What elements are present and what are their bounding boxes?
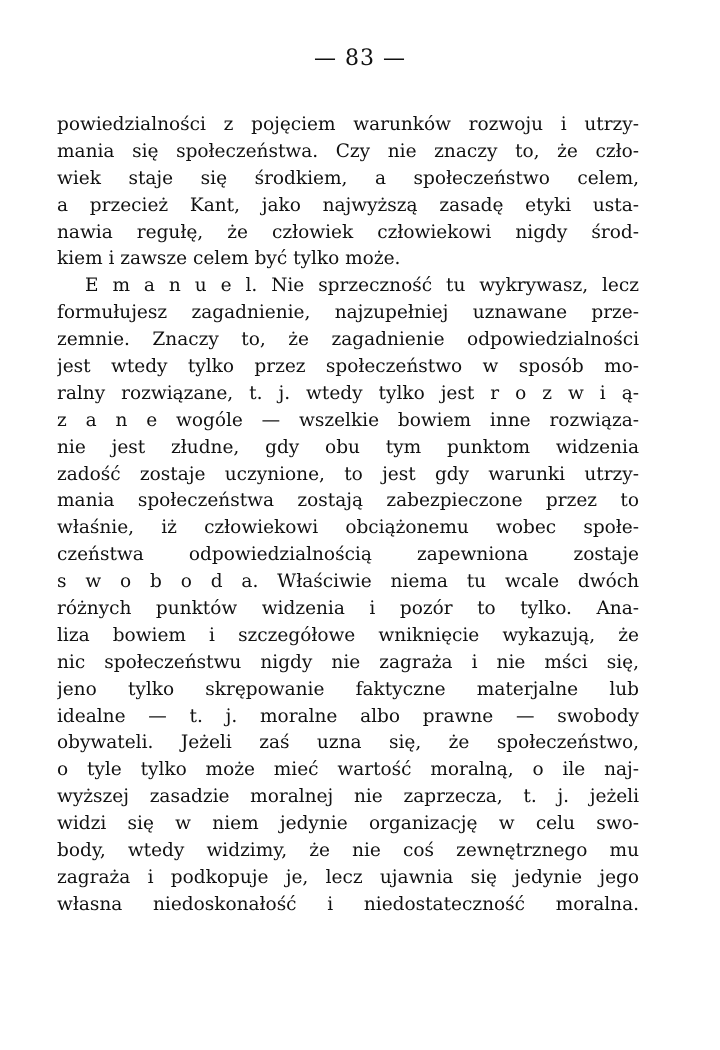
text-line: właśnie, iż człowiekowi obciążonemu wobec społe- — [57, 517, 639, 539]
text-line: wiek staje się środkiem, a społeczeństwo celem, — [57, 167, 639, 189]
text-line: a przecież Kant, jako najwyższą zasadę etyki usta- — [57, 194, 639, 216]
text-line: zagraża i podkopuje je, lecz ujawnia się jedynie jego — [57, 866, 639, 888]
body-text — [57, 112, 639, 919]
text-line: E m a n u e l. Nie sprzeczność tu wykrywasz, lecz — [85, 275, 639, 297]
text-line: liza bowiem i szczegółowe wniknięcie wykazują, że — [57, 624, 639, 646]
text-line: mania się społeczeństwa. Czy nie znaczy to, że czło- — [57, 140, 639, 162]
text-line: nic społeczeństwu nigdy nie zagraża i nie mści się, — [57, 651, 639, 673]
text-line: powiedzialności z pojęciem warunków rozwoju i utrzy- — [57, 114, 639, 135]
text-line: nawia regułę, że człowiek człowiekowi nigdy środ- — [57, 221, 639, 243]
text-line: wyższej zasadzie moralnej nie zaprzecza, t. j. jeżeli — [57, 786, 639, 808]
text-line: nie jest złudne, gdy obu tym punktom widzenia — [57, 436, 639, 458]
text-line: własna niedoskonałość i niedostateczność moralna. — [57, 893, 639, 915]
text-line: widzi się w niem jedynie organizację w celu swo- — [57, 813, 639, 835]
text-line: s w o b o d a. Właściwie niema tu wcale dwóch — [57, 571, 639, 593]
text-line: obywateli. Jeżeli zaś uzna się, że społeczeństwo, — [57, 732, 639, 754]
text-line: ralny rozwiązane, t. j. wtedy tylko jest r o z w i ą- — [57, 382, 639, 404]
text-line: zemnie. Znaczy to, że zagadnienie odpowiedzialności — [57, 329, 639, 351]
text-line: z a n e wogóle — wszelkie bowiem inne rozwiąza- — [57, 409, 639, 431]
text-line: różnych punktów widzenia i pozór to tylko. Ana- — [57, 598, 639, 620]
text-line: idealne — t. j. moralne albo prawne — swobody — [57, 705, 639, 727]
text-line: body, wtedy widzimy, że nie coś zewnętrznego mu — [57, 840, 639, 862]
text-line: o tyle tylko może mieć wartość moralną, o ile naj- — [57, 759, 639, 781]
text-line: zadość zostaje uczynione, to jest gdy warunki utrzy- — [57, 463, 639, 485]
text-line: kiem i zawsze celem być tylko może. — [57, 248, 401, 270]
page-number: — 83 — — [314, 46, 406, 71]
text-line: formułujesz zagadnienie, najzupełniej uznawane prze- — [57, 302, 639, 324]
text-line: jest wtedy tylko przez społeczeństwo w sposób mo- — [57, 356, 639, 378]
text-line: czeństwa odpowiedzialnością zapewniona zostaje — [57, 544, 639, 566]
text-line: mania społeczeństwa zostają zabezpieczone przez to — [57, 490, 639, 512]
text-line: jeno tylko skrępowanie faktyczne materjalne lub — [57, 678, 639, 700]
